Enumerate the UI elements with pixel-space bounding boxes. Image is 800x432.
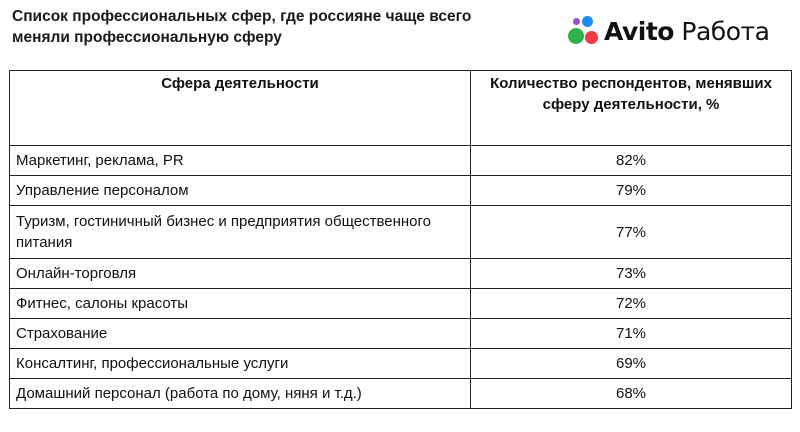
table-row (10, 319, 792, 349)
value-cell: 69% (471, 349, 792, 379)
table-row (10, 259, 792, 289)
table-row (10, 289, 792, 319)
table-row (10, 176, 792, 206)
sphere-cell: Управление персоналом (10, 176, 471, 206)
sphere-cell: Фитнес, салоны красоты (10, 289, 471, 319)
value-cell: 82% (471, 146, 792, 176)
value-cell: 73% (471, 259, 792, 289)
logo-product: Работа (681, 16, 770, 46)
value-cell: 77% (471, 206, 792, 259)
value-cell: 68% (471, 379, 792, 409)
logo-wordmark (604, 17, 769, 46)
sphere-cell: Онлайн-торговля (10, 259, 471, 289)
avito-dots-icon (568, 16, 598, 46)
table-row (10, 349, 792, 379)
spheres-table (9, 70, 792, 409)
page-title: Список профессиональных сфер, где россияне чаще всего меняли профессиональную сферу (12, 8, 472, 46)
logo-brand: Avito (604, 16, 674, 46)
avito-rabota-logo (568, 14, 769, 48)
table-header-row (10, 71, 792, 146)
sphere-cell: Домашний персонал (работа по дому, няня и т.д.) (10, 379, 471, 409)
sphere-cell: Консалтинг, профессиональные услуги (10, 349, 471, 379)
header-sphere: Сфера деятельности (10, 71, 471, 146)
value-cell: 71% (471, 319, 792, 349)
sphere-cell: Маркетинг, реклама, PR (10, 146, 471, 176)
value-cell: 79% (471, 176, 792, 206)
table-row (10, 146, 792, 176)
header-respondents: Количество респондентов, менявших сферу деятельности, % (471, 71, 792, 146)
sphere-cell: Страхование (10, 319, 471, 349)
sphere-cell: Туризм, гостиничный бизнес и предприятия общественного питания (10, 206, 471, 259)
table-row (10, 379, 792, 409)
value-cell: 72% (471, 289, 792, 319)
table-row (10, 206, 792, 259)
